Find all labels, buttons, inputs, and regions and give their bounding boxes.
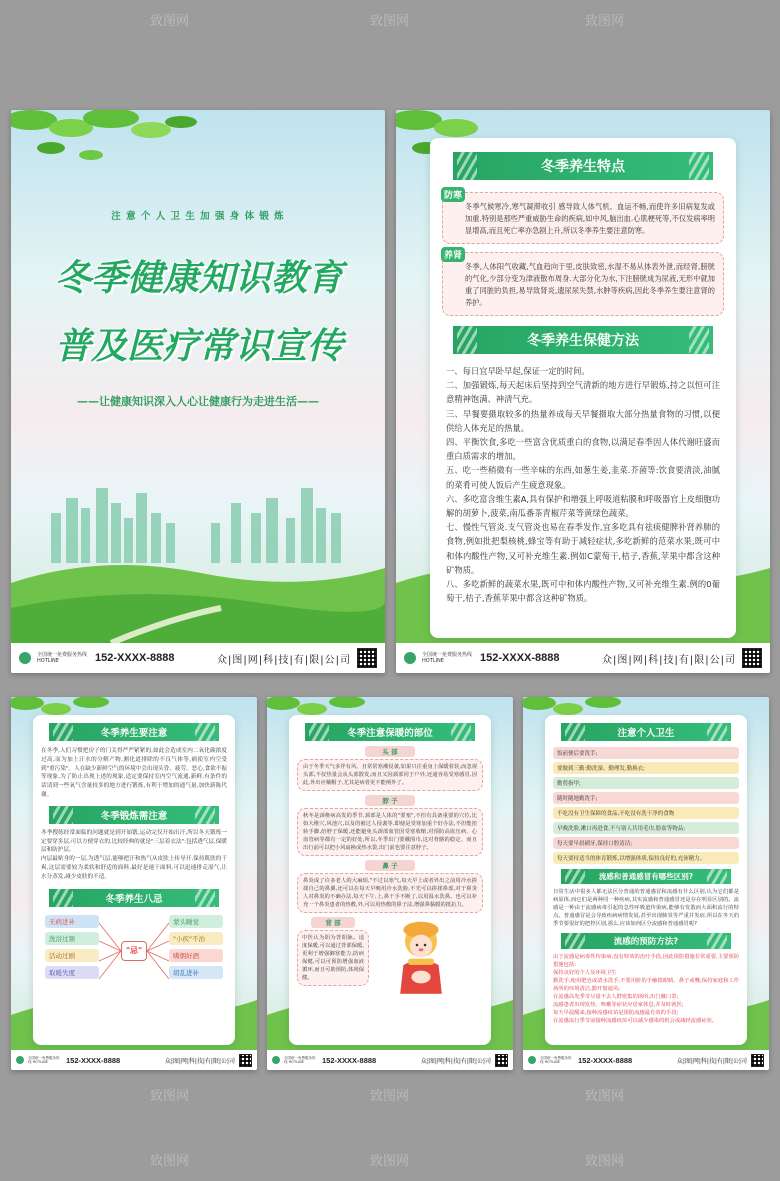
watermark: 致图网	[150, 14, 190, 29]
content-card	[545, 715, 747, 1045]
taboo-item: 取暖失度	[45, 966, 99, 979]
organization: 众|图|网|科|技|有|限|公|司	[217, 654, 351, 666]
hotline-label: 全国统一免费服务热线 HOTLINE	[540, 1056, 572, 1064]
watermark: 致图网	[585, 14, 625, 29]
part-text: 中医认为阳为背阳脉。适度保暖,可以通过背部保暖,更利于增强御寒能力,防病保健,可以可预防增强血液循环,而且可助预防,体现保健。	[302, 935, 364, 981]
watermark: 致图网	[370, 1089, 410, 1104]
hotline-label: 全国统一免费服务热线 HOTLINE	[28, 1056, 60, 1064]
eight-taboos-diagram	[41, 915, 227, 987]
hygiene-item: 早晚洗脸,漱口再进食,不与别人共用毛巾,脸盆等物品;	[553, 822, 739, 834]
hygiene-item: 不吃没有卫生保障的食品,不吃没有洗干净的食物	[553, 807, 739, 819]
tip-text: 冬季,人体阳气收藏,气血趋向于里,皮肤致密,水湿不易从体表外泄,而经肾,膀胱的气化,少部分变为津液散布周身.大部分化为水,下注膀胱成为尿液,无形中就加重了同脏的负担,易导致肾炎,遗尿尿失禁,水肿等疾病,因此冬季养生要注意肾的养护。	[465, 262, 715, 307]
part-neck: 脖 子	[365, 795, 415, 806]
logo-icon	[528, 1056, 536, 1064]
hygiene-item: 勤剪指甲;	[553, 777, 739, 789]
section-title: 流感和普通感冒有哪些区别?	[561, 869, 731, 884]
part-back: 背 部	[311, 917, 355, 928]
part-box	[297, 873, 483, 913]
taboo-item: "小疾"不治	[169, 932, 223, 945]
content-card	[430, 138, 736, 638]
body-text: 在冬季,人们习惯把房子的门关得严严紧紧的,如此会造成室内二氧化碳浓度过高,而为加上汗水的分解产物,测化道排除的不良气体等,祸使室内空受到"重污染"。人在缺少新鲜空气的环境中会出现头昏、疲劳、恶心,食欲不振等现象,为了防止出现上述的现象,适定要保持室内空气流通,新鲜,有条件的话请到一些氧气含量较多的地方进行锻炼,有利于增加的通气量,加快新陈代谢。	[41, 748, 227, 798]
taboo-item: 蒙头睡觉	[169, 915, 223, 928]
back-section	[297, 917, 483, 997]
section-title: 冬季养生要注意	[49, 723, 219, 741]
hygiene-item: 要做到三勤:勤洗澡、勤理发,勤换衣;	[553, 762, 739, 774]
poster-characteristics	[396, 110, 770, 673]
organization: 众|图|网|科|技|有|限|公|司	[164, 1057, 235, 1065]
poster-attention	[11, 697, 257, 1070]
poster-footer	[267, 1050, 513, 1070]
methods-list: 一、每日宜早卧早起,保证一定的时间。 二、加强锻炼,每天起床后坚持到空气清新的地方进行早锻炼,持之以恒可注意精神饱满、神清气充。 三、早餐要摄取较多的热量养成每天早餐摄取大部分热量食物的习惯,以便供给人体充足的热量。 四、平衡饮食,多吃一些富含优质重白的食物,以满足春季因人体代谢旺盛而重白质需求的增加。 五、吃一些稍微有一些辛味的东西,如葱生姜,韭菜.芥菌等:饮食要清淡,油腻的菜肴可使人饭后产生疲意现象。 六、多吃富含维生素A,具有保护和增强上呼吸道粘膜和呼吸器官上皮细胞功解的胡萝卜,菠菜,南瓜番茶青椒芹菜等黄绿色蔬菜。 七、慢性气管炎.支气管炎也易在春季发作,宜多吃具有祛痰健脾补肾养肺的食物,例如批把梨核桃,蜂宝等有助于减轻症状,多吃新鲜的范菜水果,既可中和体内酸性产物,又可补充维生素.例如C蒙萄干,桔子,香蕉,苹果中都含这种矿物质。 八、多吃新鲜的蔬菜水果,既可中和体内酸性产物,又可补充维生素.例的0葡萄干,桔子,香蕉苹果中都含这种矿物质。	[446, 366, 720, 604]
watermark: 致图网	[150, 1089, 190, 1104]
qr-code-icon	[751, 1054, 764, 1067]
phone-number: 152-XXXX-8888	[480, 652, 560, 664]
watermark: 致图网	[370, 1154, 410, 1169]
part-head: 头 部	[365, 746, 415, 757]
poster-warm-parts	[267, 697, 513, 1070]
hygiene-list	[553, 747, 739, 864]
prevention-text: 由于流感是病毒性传染病,没有特效的治疗手段,因此预防措施非常重要,主要预防措施包括: 保持良好的个人及环境卫生 勤洗手,使用肥皂或清水洗手,不要用脏的手触摸眼睛、鼻子或嘴;保持家庭和工作场所的环境清洁,勤开窗通风; 在流感高发季节尽量不去人群密集的场所,出门戴口罩; 流感患者出现发热、咳嗽等症状应居家休息,并及时就医; 每天早晨醒来,接种流感疫苗是预防流感最有效的手段; 在流感流行季节前接种流感疫苗可以减少感染的机会或减轻流感症状。	[553, 954, 739, 1024]
taboo-item: 活动过剧	[45, 949, 99, 962]
leaves-decoration	[11, 110, 385, 200]
title-line-1: 冬季健康知识教育	[55, 258, 344, 299]
section-title: 冬季注意保暖的部位	[305, 723, 475, 741]
qr-code-icon	[742, 648, 762, 668]
content-card	[33, 715, 235, 1045]
tip-text: 冬季气候寒冷,寒气凝滞收引 感导致人体气机、血运不畅,而使许多旧病复发或加重.特别是那些严重威胁生命的疾病,如中风,脑出血.心肌梗死等,不仅发病率明显增高,而且死亡率亦急剧上升,所以冬季养生要注意防寒。	[465, 202, 715, 235]
taboo-center: "忌"	[121, 941, 147, 961]
part-text: 秋冬是颈椎病高发的季节,颈部是人体的"要塞",不但有具备重要的穴位,比如大椎穴,风池穴,以及的被过人侵袭等,即使是受寒加重个好办法,不但能扭转手脚,给脖子保暖,还能避免头颈部血管因受寒收缩,对预防高血压病、心血管病等都有一定的好处,所以,冬季出门要戴围巾,这对骨骼的稳定、而且出行前可以把小风扇换成热水袋,出门前也要注意脖子。	[303, 813, 477, 851]
taboo-item: 胡乱进补	[169, 966, 223, 979]
poster-cover	[11, 110, 385, 673]
section-title: 注意个人卫生	[561, 723, 731, 741]
part-nose: 鼻 子	[365, 860, 415, 871]
watermark: 致图网	[370, 14, 410, 29]
hotline-label: 全国统一免费服务热线 HOTLINE	[422, 652, 473, 664]
phone-number: 152-XXXX-8888	[578, 1055, 633, 1065]
watermark: 致图网	[150, 1154, 190, 1169]
poster-footer	[11, 1050, 257, 1070]
hygiene-item: 饭前便后要洗手;	[553, 747, 739, 759]
logo-icon	[19, 652, 31, 664]
section-title: 冬季养生八忌	[49, 889, 219, 907]
phone-number: 152-XXXX-8888	[66, 1055, 121, 1065]
logo-icon	[404, 652, 416, 664]
part-box	[297, 759, 483, 791]
tag-kidney: 养肾	[441, 247, 465, 262]
taboo-item: 嗜烟好酒	[169, 949, 223, 962]
phone-number: 152-XXXX-8888	[322, 1055, 377, 1065]
logo-icon	[272, 1056, 280, 1064]
back-text-block	[297, 917, 369, 997]
taboo-left-column	[45, 915, 99, 982]
tip-box-kidney	[442, 252, 724, 316]
part-box	[297, 808, 483, 856]
qr-code-icon	[239, 1054, 252, 1067]
organization: 众|图|网|科|技|有|限|公|司	[420, 1057, 491, 1065]
body-text: 日常生活中很多人都无法区分普通的普通感冒和流感有什么区别,认为它们都是病原体,而它们是两种同一种疾病,其实流感和普通感冒还是存在明显区别的。流感是一种由于流感病毒引起的急性呼吸道传染病,能够有发散而大面积流行的特点。普通感冒是会导致疾病病情发展,甚至出现肺炎等严重并发症,所以在冬天的季节要很好的把控区别,那么,应该如何区分流感和普通感冒呢?	[553, 889, 739, 927]
section-title: 流感的预防方法?	[561, 933, 731, 949]
cold-girl-illustration	[375, 917, 467, 997]
taboo-item: 洗浴过频	[45, 932, 99, 945]
hygiene-item: 随时随地勤洗手;	[553, 792, 739, 804]
poster-footer	[11, 643, 385, 673]
watermark: 致图网	[585, 1089, 625, 1104]
tag-cold: 防寒	[441, 187, 465, 202]
green-hills	[11, 553, 385, 643]
hotline-label: 全国统一免费服务热线 HOTLINE	[284, 1056, 316, 1064]
part-text: 由于冬季天气多伴有风、且常常寒潮侵袭,如果只注重身上保暖着装,而忽视头部,不仅热量会从头部散发,而且又因颈部同于户外,还通容易受寒感冒,因此,外出应戴帽子,尤其是病者更不能例外了。	[303, 764, 477, 786]
part-text: 鼻炎成了许多老人的大麻烦,"不过以寒气,每天早上或者外出之前用冷水搓揉自己的鼻翼,还可以在每天早晚用冷水洗脸,不光可以搓揉鼻部,对于鼻炎人对鼻炎的不确办法,每天下午,上,鼻干手不断了,以用温水洗鼻。也可以补充一个鼻炎患者的热敷,外,可以用热敷的鼻子法,增强鼻黏膜的抵抗力。	[303, 878, 477, 908]
taboo-item: 无病进补	[45, 915, 99, 928]
watermark: 致图网	[585, 1154, 625, 1169]
organization: 众|图|网|科|技|有|限|公|司	[676, 1057, 747, 1065]
city-skyline	[11, 483, 385, 563]
title-line-2: 普及医疗常识宣传	[55, 326, 344, 367]
phone-number: 152-XXXX-8888	[95, 652, 175, 664]
section-title: 冬季养生保健方法	[453, 326, 713, 354]
hygiene-item: 每天要早晨刷牙,保持口腔清洁;	[553, 837, 739, 849]
slogan: ——让健康知识深入人心让健康行为走进生活——	[77, 395, 319, 408]
section-title: 冬季锻炼需注意	[49, 806, 219, 824]
hotline-label: 全国统一免费服务热线 HOTLINE	[37, 652, 88, 664]
section-title: 冬季养生特点	[453, 152, 713, 180]
poster-footer	[523, 1050, 769, 1070]
taboo-right-column	[169, 915, 223, 982]
tagline: 注 意 个 人 卫 生 加 强 身 体 锻 炼	[111, 211, 285, 222]
hygiene-item: 每天要持适当的体育锻炼,以增强体质,保持良好的,充沛精力。	[553, 852, 739, 864]
poster-footer	[396, 643, 770, 673]
tip-box-cold	[442, 192, 724, 244]
qr-code-icon	[357, 648, 377, 668]
content-card	[289, 715, 491, 1045]
part-box	[297, 930, 369, 986]
body-text: 冬季搜练经常面临的问题就是到开始锻,运动完仅开始出汗,所以冬天锻炼一定要穿多层,可以方便穿衣的,比较经典的就是"三层着衣法":包括透气层,保暖层和防护层。 内层最贴身的一层,为透气层,能够把汗和热气从皮肤上传导开,保持肌肤的干爽,这层需要较为柔软和舒适的面料,最好是速干面料,可以迅速排走湿气,让水分蒸发,减少皮肤的不适。	[41, 829, 227, 880]
qr-code-icon	[495, 1054, 508, 1067]
organization: 众|图|网|科|技|有|限|公|司	[602, 654, 736, 666]
logo-icon	[16, 1056, 24, 1064]
poster-hygiene	[523, 697, 769, 1070]
